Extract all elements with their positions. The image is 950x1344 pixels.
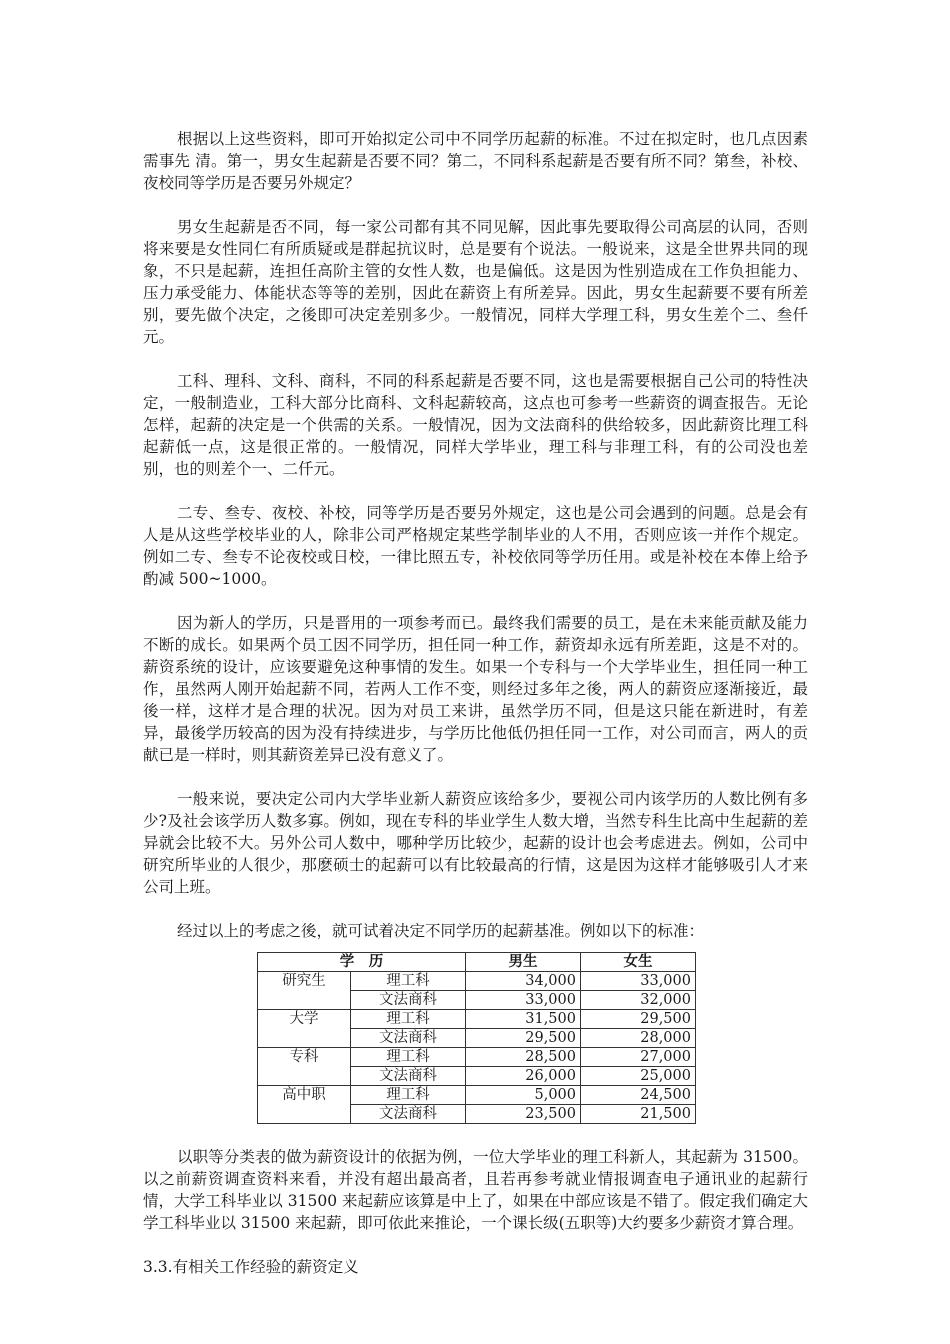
paragraph-after-table: 以职等分类表的做为薪资设计的依据为例，一位大学毕业的理工科新人，其起薪为 31500。以之前薪资调查资料来看，并没有超出最高者，且若再参考就业情报调查电子通讯业的起薪行情，大学工科毕业以 31500 来起薪应该算是中上了，如果在中部应该是不错了。假定我们确定大学工科毕业以 31500 来起薪，即可依此来推论，一个课长级(五职等)大约要多少薪资才算合理。 <box>143 1148 808 1232</box>
male-salary-cell: 33,000 <box>466 991 581 1010</box>
female-salary-cell: 33,000 <box>581 972 696 991</box>
paragraph-1: 根据以上这些资料，即可开始拟定公司中不同学历起薪的标准。不过在拟定时，也几点因素需事先 清。第一，男女生起薪是否要不同？第二，不同科系起薪是否要有所不同？第叁，补校、夜校同等学历是否要另外规定？ <box>143 130 808 192</box>
degree-cell: 专科 <box>258 1048 351 1067</box>
major-cell: 理工科 <box>351 1010 466 1029</box>
major-cell: 理工科 <box>351 972 466 991</box>
table-row <box>258 1067 696 1086</box>
paragraph-3: 工科、理科、文科、商科，不同的科系起薪是否要不同，这也是需要根据自己公司的特性决定，一般制造业，工科大部分比商科、文科起薪较高，这点也可参考一些薪资的调查报告。无论怎样，起薪的决定是一个供需的关系。一般情况，因为文法商科的供给较多，因此薪资比理工科起薪低一点，这是很正常的。一般情况，同样大学毕业，理工科与非理工科，有的公司没也差别，也的则差个一、二仟元。 <box>143 372 808 478</box>
degree-cell-empty <box>258 991 351 1010</box>
major-cell: 文法商科 <box>351 1029 466 1048</box>
female-salary-cell: 25,000 <box>581 1067 696 1086</box>
paragraph-5: 因为新人的学历，只是晋用的一项参考而已。最终我们需要的员工，是在未来能贡献及能力不断的成长。如果两个员工因不同学历，担任同一种工作，薪资却永远有所差距，这是不对的。薪资系统的设计，应该要避免这种事情的发生。如果一个专科与一个大学毕业生，担任同一种工作，虽然两人刚开始起薪不同，若两人工作不变，则经过多年之後，两人的薪资应逐渐接近，最後一样，这样才是合理的状况。因为对员工来讲，虽然学历不同，但是这只能在新进时，有差异，最後学历较高的因为没有持续进步，与学历比他低仍担任同一工作，对公司而言，两人的贡献已是一样时，则其薪资差异已没有意义了。 <box>143 614 808 764</box>
table-row <box>258 1105 696 1124</box>
female-salary-cell: 29,500 <box>581 1010 696 1029</box>
male-salary-cell: 29,500 <box>466 1029 581 1048</box>
paragraph-6: 一般来说，要决定公司内大学毕业新人薪资应该给多少，要视公司内该学历的人数比例有多少?及社会该学历人数多寡。例如，现在专科的毕业学生人数大增，当然专科生比高中生起薪的差异就会比较不大。另外公司人数中，哪种学历比较少，起薪的设计也会考虑进去。例如，公司中研究所毕业的人很少，那麽硕士的起薪可以有比较最高的行情，这是因为这样才能够吸引人才来公司上班。 <box>143 790 808 896</box>
degree-cell-empty <box>258 1029 351 1048</box>
table-row <box>258 1048 696 1067</box>
section-heading: 3.3.有相关工作经验的薪资定义 <box>143 1258 359 1276</box>
degree-cell-empty <box>258 1105 351 1124</box>
table-row <box>258 972 696 991</box>
table-row <box>258 991 696 1010</box>
male-salary-cell: 28,500 <box>466 1048 581 1067</box>
male-salary-cell: 23,500 <box>466 1105 581 1124</box>
header-male: 男生 <box>466 953 581 972</box>
paragraph-4: 二专、叁专、夜校、补校，同等学历是否要另外规定，这也是公司会遇到的问题。总是会有人是从这些学校毕业的人，除非公司严格规定某些学制毕业的人不用，否则应该一并作个规定。例如二专、叁专不论夜校或日校，一律比照五专，补校依同等学历任用。或是补校在本俸上给予酌减 500~1000。 <box>143 504 808 588</box>
female-salary-cell: 24,500 <box>581 1086 696 1105</box>
header-female: 女生 <box>581 953 696 972</box>
major-cell: 理工科 <box>351 1048 466 1067</box>
major-cell: 文法商科 <box>351 991 466 1010</box>
major-cell: 文法商科 <box>351 1105 466 1124</box>
degree-cell: 大学 <box>258 1010 351 1029</box>
table-header-row <box>258 953 696 972</box>
document-body <box>143 128 808 1278</box>
degree-cell: 研究生 <box>258 972 351 991</box>
paragraph-7: 经过以上的考虑之後，就可试着决定不同学历的起薪基准。例如以下的标准： <box>177 922 705 940</box>
starting-salary-table <box>257 952 696 1124</box>
female-salary-cell: 21,500 <box>581 1105 696 1124</box>
male-salary-cell: 26,000 <box>466 1067 581 1086</box>
female-salary-cell: 32,000 <box>581 991 696 1010</box>
degree-cell-empty <box>258 1067 351 1086</box>
table-row <box>258 1010 696 1029</box>
table-row <box>258 1086 696 1105</box>
male-salary-cell: 34,000 <box>466 972 581 991</box>
major-cell: 文法商科 <box>351 1067 466 1086</box>
degree-cell: 高中职 <box>258 1086 351 1105</box>
paragraph-2: 男女生起薪是否不同，每一家公司都有其不同见解，因此事先要取得公司高层的认同，否则将来要是女性同仁有所质疑或是群起抗议时，总是要有个说法。一般说来，这是全世界共同的现象，不只是起薪，连担任高阶主管的女性人数，也是偏低。这是因为性别造成在工作负担能力、压力承受能力、体能状态等等的差别，因此在薪资上有所差异。因此，男女生起薪要不要有所差别，要先做个决定，之後即可决定差别多少。一般情况，同样大学理工科，男女生差个二、叁仟元。 <box>143 218 808 346</box>
female-salary-cell: 27,000 <box>581 1048 696 1067</box>
header-degree: 学 历 <box>258 953 466 972</box>
female-salary-cell: 28,000 <box>581 1029 696 1048</box>
male-salary-cell: 31,500 <box>466 1010 581 1029</box>
male-salary-cell: 5,000 <box>466 1086 581 1105</box>
major-cell: 理工科 <box>351 1086 466 1105</box>
table-row <box>258 1029 696 1048</box>
